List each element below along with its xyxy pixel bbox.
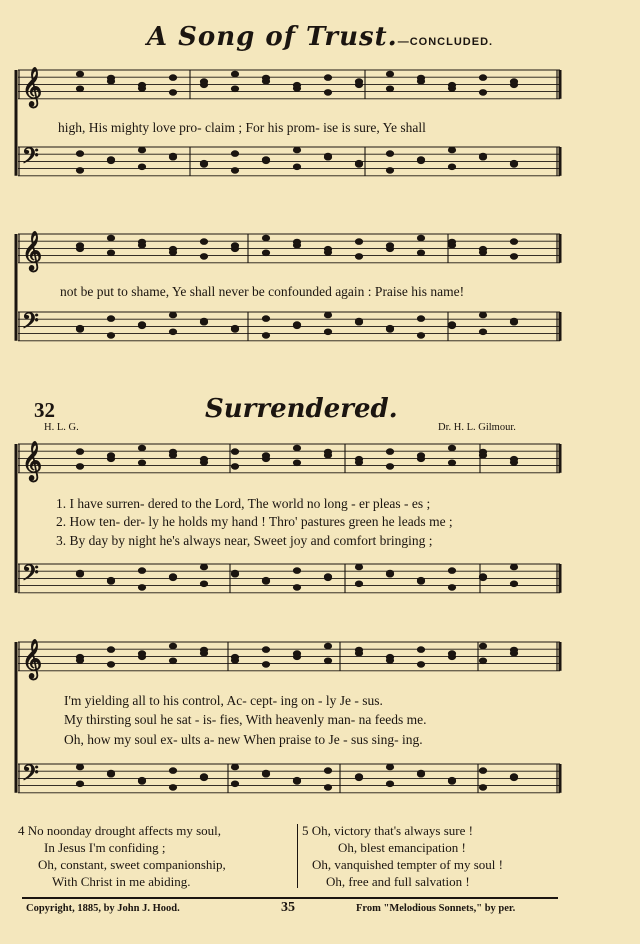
note-head <box>293 651 300 657</box>
note-head <box>510 318 517 324</box>
note-head <box>324 329 331 335</box>
note-head <box>386 449 393 455</box>
note-head <box>138 777 145 783</box>
note-head <box>448 651 455 657</box>
system3-line-2: 2. How ten- der- ly he holds my hand ! Thro' pastures green he leads me ; <box>56 514 453 529</box>
note-head <box>169 75 176 81</box>
note-head <box>76 570 83 576</box>
note-head <box>479 643 486 649</box>
note-head <box>76 243 83 249</box>
note-head <box>231 449 238 455</box>
note-head <box>448 585 455 591</box>
note-head <box>76 151 83 157</box>
note-head <box>231 654 238 660</box>
note-head <box>107 647 114 653</box>
note-head <box>107 662 114 668</box>
note-head <box>76 168 83 174</box>
treble-clef: 𝄞 <box>22 441 43 481</box>
note-head <box>138 651 145 657</box>
note-head <box>262 250 269 256</box>
note-head <box>231 168 238 174</box>
note-head <box>355 564 362 570</box>
note-head <box>231 243 238 249</box>
note-head <box>324 75 331 81</box>
note-head <box>293 777 300 783</box>
note-head <box>386 151 393 157</box>
note-head <box>231 781 238 787</box>
note-head <box>417 333 424 339</box>
note-head <box>200 79 207 85</box>
note-head <box>231 71 238 77</box>
note-head <box>510 160 517 166</box>
note-head <box>386 325 393 331</box>
note-head <box>355 647 362 653</box>
note-head <box>417 316 424 322</box>
note-head <box>417 235 424 241</box>
note-head <box>138 445 145 451</box>
verse-5 <box>302 822 503 890</box>
note-head <box>107 770 114 776</box>
note-head <box>417 662 424 668</box>
note-head <box>107 235 114 241</box>
note-head <box>262 770 269 776</box>
note-head <box>479 768 486 774</box>
note-head <box>324 449 331 455</box>
note-head <box>200 160 207 166</box>
note-head <box>76 325 83 331</box>
note-head <box>231 764 238 770</box>
note-head <box>293 164 300 170</box>
note-head <box>355 581 362 587</box>
note-head <box>386 71 393 77</box>
note-head <box>386 654 393 660</box>
note-head <box>76 71 83 77</box>
note-head <box>510 564 517 570</box>
note-head <box>355 456 362 462</box>
note-head <box>355 774 362 780</box>
verse-5-line: Oh, blest emancipation ! <box>338 840 466 855</box>
verse-5-line: 5 Oh, victory that's always sure ! <box>302 823 473 838</box>
treble-clef: 𝄞 <box>22 231 43 271</box>
note-head <box>324 768 331 774</box>
note-head <box>293 568 300 574</box>
note-head <box>200 581 207 587</box>
note-head <box>386 570 393 576</box>
note-head <box>293 322 300 328</box>
note-head <box>324 574 331 580</box>
note-head <box>479 246 486 252</box>
note-head <box>324 153 331 159</box>
footer-rule <box>22 897 558 899</box>
note-head <box>355 160 362 166</box>
note-head <box>262 577 269 583</box>
note-head <box>169 643 176 649</box>
note-head <box>417 577 424 583</box>
verse-4-line: With Christ in me abiding. <box>52 874 191 889</box>
system4-line-1: I'm yielding all to his control, Ac- cept- ing on - ly Je - sus. <box>64 693 383 708</box>
note-head <box>510 254 517 260</box>
note-head <box>386 168 393 174</box>
note-head <box>169 785 176 791</box>
note-head <box>262 453 269 459</box>
note-head <box>76 449 83 455</box>
note-head <box>262 662 269 668</box>
note-head <box>231 86 238 92</box>
note-head <box>138 239 145 245</box>
note-head <box>386 464 393 470</box>
note-head <box>324 312 331 318</box>
composer: Dr. H. L. Gilmour. <box>438 422 516 433</box>
bass-clef: 𝄢 <box>22 309 39 339</box>
note-head <box>169 658 176 664</box>
note-head <box>479 75 486 81</box>
note-head <box>510 774 517 780</box>
note-head <box>479 785 486 791</box>
note-head <box>293 460 300 466</box>
song-title-name: A Song of Trust. <box>146 22 398 52</box>
note-head <box>107 453 114 459</box>
note-head <box>448 82 455 88</box>
note-head <box>76 86 83 92</box>
system3-line-3: 3. By day by night he's always near, Sweet joy and comfort bringing ; <box>56 533 433 548</box>
verse-5-line: Oh, vanquished tempter of my soul ! <box>312 857 503 872</box>
note-head <box>417 250 424 256</box>
note-head <box>479 90 486 96</box>
note-head <box>448 568 455 574</box>
note-head <box>231 570 238 576</box>
note-head <box>386 86 393 92</box>
note-head <box>107 157 114 163</box>
note-head <box>76 464 83 470</box>
page-number: 35 <box>281 900 295 915</box>
note-head <box>76 654 83 660</box>
bass-clef: 𝄢 <box>22 144 39 174</box>
note-head <box>107 75 114 81</box>
note-head <box>107 577 114 583</box>
treble-clef: 𝄞 <box>22 67 43 107</box>
note-head <box>479 153 486 159</box>
note-head <box>417 770 424 776</box>
note-head <box>479 329 486 335</box>
note-head <box>169 90 176 96</box>
verse-5-line: Oh, free and full salvation ! <box>326 874 470 889</box>
note-head <box>448 322 455 328</box>
note-head <box>138 568 145 574</box>
system4-line-3: Oh, how my soul ex- ults a- new When praise to Je - sus sing- ing. <box>64 732 423 747</box>
note-head <box>200 774 207 780</box>
verse-4 <box>18 822 226 890</box>
note-head <box>107 250 114 256</box>
note-head <box>262 333 269 339</box>
bass-clef: 𝄢 <box>22 761 39 791</box>
note-head <box>200 564 207 570</box>
verse-4-line: Oh, constant, sweet companionship, <box>38 857 226 872</box>
note-head <box>510 456 517 462</box>
note-head <box>355 79 362 85</box>
note-head <box>169 768 176 774</box>
note-head <box>138 322 145 328</box>
note-head <box>448 164 455 170</box>
note-head <box>417 157 424 163</box>
note-head <box>262 75 269 81</box>
hymn-title: Surrendered. <box>205 394 398 424</box>
treble-clef: 𝄞 <box>22 639 43 679</box>
note-head <box>479 574 486 580</box>
system4-line-2: My thirsting soul he sat - is- fies, With heavenly man- na feeds me. <box>64 712 427 727</box>
source-note: From "Melodious Sonnets," by per. <box>356 903 516 914</box>
system3-line-1: 1. I have surren- dered to the Lord, The world no long - er pleas - es ; <box>56 496 431 511</box>
note-head <box>231 325 238 331</box>
lyricist: H. L. G. <box>44 422 79 433</box>
note-head <box>107 333 114 339</box>
verse-4-line: In Jesus I'm confiding ; <box>44 840 166 855</box>
note-head <box>324 785 331 791</box>
note-head <box>324 658 331 664</box>
song-title-suffix: —CONCLUDED. <box>397 36 494 48</box>
note-head <box>510 647 517 653</box>
note-head <box>200 239 207 245</box>
note-head <box>386 781 393 787</box>
note-head <box>324 246 331 252</box>
note-head <box>479 312 486 318</box>
note-head <box>138 82 145 88</box>
note-head <box>169 246 176 252</box>
note-head <box>417 75 424 81</box>
note-head <box>448 147 455 153</box>
note-head <box>324 643 331 649</box>
verse-4-line: 4 No noonday drought affects my soul, <box>18 823 222 838</box>
bass-clef: 𝄢 <box>22 561 39 591</box>
note-head <box>138 164 145 170</box>
note-head <box>293 239 300 245</box>
note-head <box>262 647 269 653</box>
note-head <box>510 239 517 245</box>
copyright: Copyright, 1885, by John J. Hood. <box>26 903 180 914</box>
note-head <box>231 464 238 470</box>
note-head <box>386 764 393 770</box>
note-head <box>76 781 83 787</box>
note-head <box>200 456 207 462</box>
note-head <box>169 329 176 335</box>
note-head <box>138 147 145 153</box>
note-head <box>355 239 362 245</box>
note-head <box>448 239 455 245</box>
hymn-number: 32 <box>34 398 55 422</box>
song-title <box>0 22 640 52</box>
verse-divider <box>297 824 298 888</box>
note-head <box>200 647 207 653</box>
note-head <box>293 82 300 88</box>
note-head <box>448 777 455 783</box>
note-head <box>138 460 145 466</box>
note-head <box>231 151 238 157</box>
note-head <box>169 153 176 159</box>
note-head <box>293 147 300 153</box>
note-head <box>200 318 207 324</box>
note-head <box>479 449 486 455</box>
note-head <box>138 585 145 591</box>
note-head <box>448 460 455 466</box>
note-head <box>386 243 393 249</box>
note-head <box>262 316 269 322</box>
note-head <box>169 312 176 318</box>
note-head <box>479 658 486 664</box>
note-head <box>293 585 300 591</box>
note-head <box>76 764 83 770</box>
system2-lyric: not be put to shame, Ye shall never be confounded again : Praise his name! <box>60 284 465 299</box>
note-head <box>324 90 331 96</box>
note-head <box>293 445 300 451</box>
note-head <box>417 647 424 653</box>
system1-lyric: high, His mighty love pro- claim ; For his prom- ise is sure, Ye shall <box>58 120 426 135</box>
note-head <box>417 453 424 459</box>
note-head <box>169 574 176 580</box>
note-head <box>262 157 269 163</box>
note-head <box>169 449 176 455</box>
note-head <box>107 316 114 322</box>
note-head <box>355 254 362 260</box>
note-head <box>510 581 517 587</box>
note-head <box>448 445 455 451</box>
note-head <box>200 254 207 260</box>
note-head <box>355 318 362 324</box>
note-head <box>262 235 269 241</box>
note-head <box>510 79 517 85</box>
